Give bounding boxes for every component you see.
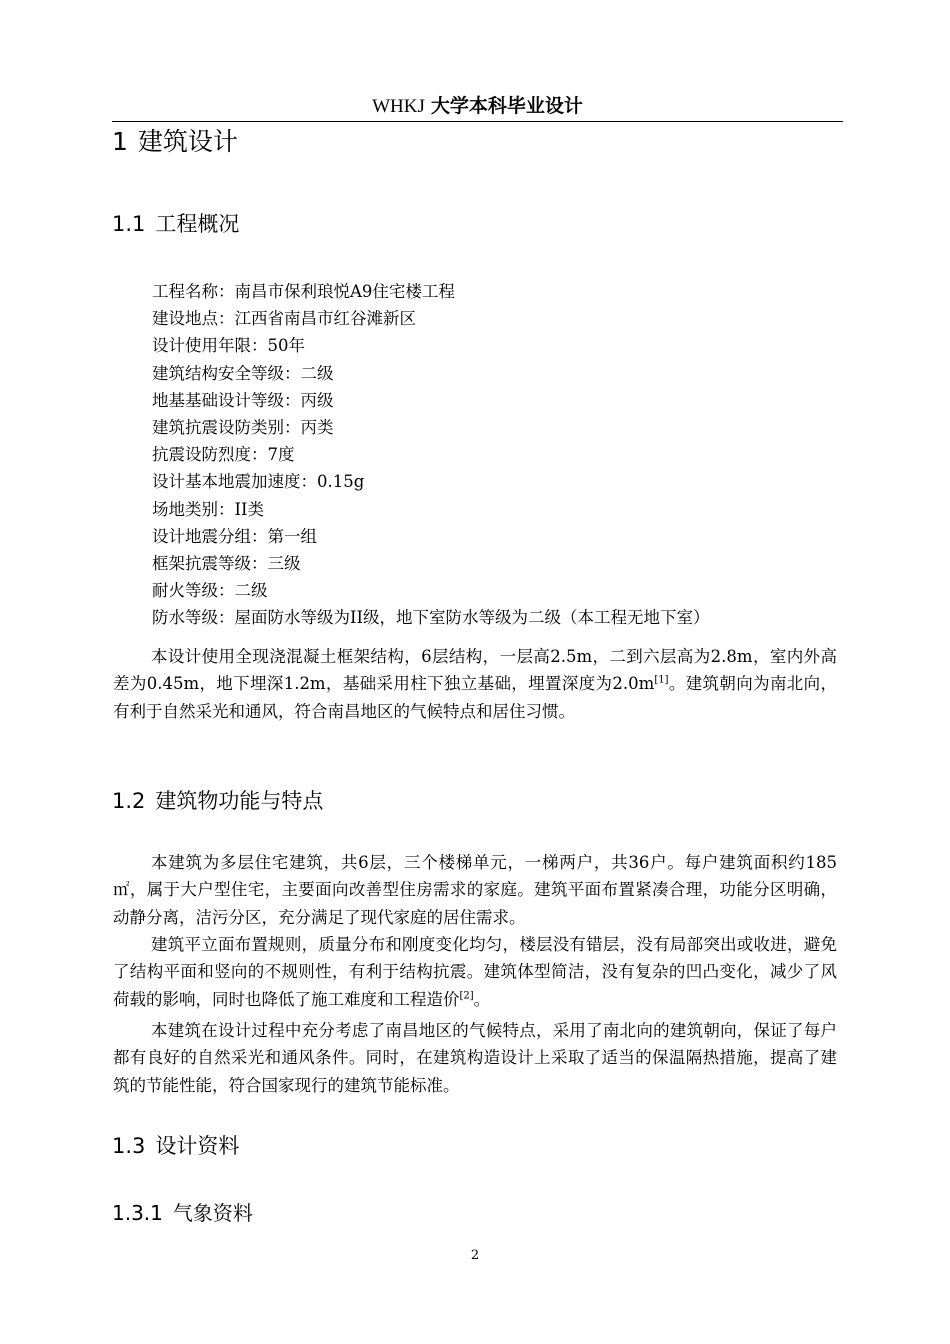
paragraph-text: 建筑平立面布置规则，质量分布和刚度变化均匀，楼层没有错层，没有局部突出或收进，避免了结构平面和竖向的不规则性，有利于结构抗震。建筑体型简洁，没有复杂的凹凸变化，减少了风荷载的影响，同时也降低了施工难度和工程造价 xyxy=(113,935,837,1009)
function-paragraph-1: 本建筑为多层住宅建筑，共6层，三个楼梯单元，一梯两户，共36户。每户建筑面积约185㎡，属于大户型住宅，主要面向改善型住房需求的家庭。建筑平面布置紧凑合理，功能分区明确，动静分离，洁污分区，充分满足了现代家庭的居住需求。 xyxy=(113,853,837,927)
list-item: 建设地点：江西省南昌市红谷滩新区 xyxy=(152,309,416,329)
section-heading-1-3 xyxy=(112,1131,239,1161)
chapter-title: 建筑设计 xyxy=(137,127,238,156)
section-number: 1.3 xyxy=(112,1134,146,1158)
subsection-heading-1-3-1 xyxy=(112,1199,253,1227)
list-item: 设计基本地震加速度：0.15g xyxy=(152,472,365,492)
page-number: 2 xyxy=(470,1248,480,1263)
section-title: 工程概况 xyxy=(155,212,240,236)
list-item: 防水等级：屋面防水等级为II级，地下室防水等级为二级（本工程无地下室） xyxy=(152,608,710,628)
paragraph-text: 本设计使用全现浇混凝土框架结构，6层结构，一层高2.5m，二到六层高为2.8m，室内外高差为0.45m，地下埋深1.2m，基础采用柱下独立基础，埋置深度为2.0m xyxy=(113,647,837,694)
section-number: 1.1 xyxy=(112,212,146,236)
list-item: 耐火等级：二级 xyxy=(152,581,268,601)
function-paragraph-3: 本建筑在设计过程中充分考虑了南昌地区的气候特点，采用了南北向的建筑朝向，保证了每户都有良好的自然采光和通风条件。同时，在建筑构造设计上采取了适当的保温隔热措施，提高了建筑的节能性能，符合国家现行的建筑节能标准。 xyxy=(113,1021,837,1095)
section-heading-1-2 xyxy=(112,786,323,816)
section-number: 1.2 xyxy=(112,789,146,813)
section-heading-1-1 xyxy=(112,209,239,239)
page-header xyxy=(112,93,843,122)
list-item: 地基基础设计等级：丙级 xyxy=(152,390,334,410)
section-title: 设计资料 xyxy=(155,1134,240,1158)
structure-paragraph xyxy=(113,643,837,725)
list-item: 抗震设防烈度：7度 xyxy=(152,445,295,465)
list-item: 设计地震分组：第一组 xyxy=(152,526,317,546)
section-title: 建筑物功能与特点 xyxy=(155,789,324,813)
reference-mark: [1] xyxy=(654,674,669,686)
subsection-title: 气象资料 xyxy=(172,1201,253,1225)
paragraph-text: 。建筑朝向为南北向，有利于自然采光和通风，符合南昌地区的气候特点和居住习惯。 xyxy=(113,674,837,721)
list-item: 建筑抗震设防类别：丙类 xyxy=(152,418,334,438)
list-item: 场地类别：II类 xyxy=(152,499,265,519)
list-item: 设计使用年限：50年 xyxy=(152,336,305,356)
chapter-heading xyxy=(112,125,238,159)
function-paragraph-2 xyxy=(113,931,837,1013)
header-institution-code: WHKJ xyxy=(372,96,425,117)
chapter-number: 1 xyxy=(112,127,128,156)
list-item: 工程名称：南昌市保利琅悦A9住宅楼工程 xyxy=(152,282,455,301)
header-document-type: 大学本科毕业设计 xyxy=(430,95,583,117)
list-item: 建筑结构安全等级：二级 xyxy=(152,363,334,383)
list-item: 框架抗震等级：三级 xyxy=(152,554,301,574)
subsection-number: 1.3.1 xyxy=(112,1201,163,1225)
paragraph-text: 。 xyxy=(473,989,491,1009)
reference-mark: [2] xyxy=(459,990,474,1002)
project-info-list xyxy=(152,278,842,632)
